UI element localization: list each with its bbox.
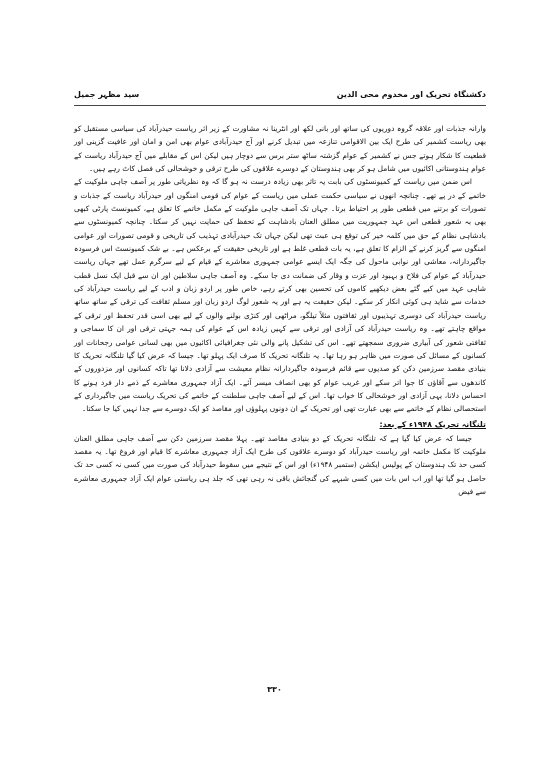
running-header [74,89,486,105]
paragraph-2: اس ضمن میں ریاست کے کمیونسٹوں کی بابت یہ تاثر بھی زیادہ درست نہ ہو گا کہ وہ نظریاتی طور پر آصف جاہی ملوکیت کے خاتمے کے در پے تھے۔ چنانچہ انھوں نے سیاسی حکمت عملی میں ریاست کے عوام کی قومی امنگوں اور حیدرآباد ریاست کے جذبات و تصورات کو برتنے میں قطعی طور پر احتیاط برتا۔ جہاں تک آصف جاہی ملوکیت کے مکمل خاتمے کا تعلق ہے، کمیونسٹ پارٹی کبھی بھی بہ شعور قطعی اس عہد جمہوریت میں مطلق العنان بادشاہت کے تحفظ کی حمایت نہیں کر سکتا۔ چنانچہ کمیونسٹوں سے بادشاہی نظام کے حق میں کلمہ خیر کی توقع ہی عبث تھی لیکن جہاں تک حیدرآبادی تہذیب کی تاریخی و قومی تصورات اور عوامی امنگوں سے گریز کرنے کے الزام کا تعلق ہے، یہ بات قطعی غلط ہے اور تاریخی حقیقت کے برعکس ہے۔ بے شک کمیونسٹ اس فرسودہ جاگیردارانہ، معاشی اور نوابی ماحول کی جگہ ایک ایسے عوامی جمہوری معاشرے کے قیام کے لیے سرگرم عمل تھے جہاں ریاست حیدرآباد کے عوام کی فلاح و بہبود اور عزت و وقار کی ضمانت دی جا سکے۔ وہ آصف جاہی سلاطین اور ان سے قبل ایک نسل قطب شاہی عہد میں کیے گئے بعض دیکھیے کاموں کی تحسین بھی کرتے رہے، خاص طور پر اردو زبان و ادب کے لیے ریاست حیدرآباد کی خدمات سے شاید ہی کوئی انکار کر سکے۔ لیکن حقیقت یہ ہے اور یہ شعور لوگ اردو زبان اور مسلم ثقافت کی ترقی کے ساتھ ساتھ ریاست حیدرآباد کی دوسری تہذیبوں اور ثقافتوں مثلاً تیلگو، مراٹھی اور کنڑی بولنے والوں کے لیے بھی اسی قدر تحفظ اور ترقی کے مواقع چاہتے تھے۔ وہ ریاست حیدرآباد کی آزادی اور ترقی سے کہیں زیادہ اس کے عوام کی ہمہ جہتی ترقی اور ان کا سماجی و ثقافتی شعور کی آبیاری ضروری سمجھتے تھے۔ اس کی تشکیل پانے والی نئی جغرافیائی اکائیوں میں بھی لسانی عوامی رجحانات اور کسانوں کے مسائل کی صورت میں ظاہر ہو رہا تھا۔ یہ تلنگانہ تحریک کا صرف ایک پہلو تھا۔ جیسا کہ عرض کیا گیا تلنگانہ تحریک کا بنیادی مقصد سرزمین دکن کو صدیوں سے قائم فرسودہ جاگیردارانہ نظام معیشت سے آزادی دلانا تھا تاکہ کسانوں اور مزدوروں کے کاندھوں سے آقاؤں کا جوا اتر سکے اور غریب عوام کو بھی انصاف میسر آئے۔ ایک آزاد جمہوری معاشرے کے ذمے دار فرد ہونے کا احساس دلانا، یہی آزادی اور خوشحالی کا خواب تھا۔ اس کے لیے آصف جاہی سلطنت کے خاتمے کی تحریک ریاست میں جاگیرداری کے استحصالی نظام کے خاتمے سے بھی عبارت تھی اور تحریک کے ان دونوں پہلوؤں اور مقاصد کو ایک دوسرے سے جدا نہیں کیا جا سکتا۔ [74,177,486,414]
body-text [74,122,486,498]
header-title: دکشنگاہ تحریک اور مخدوم محی الدین [336,90,486,99]
section-heading: تلنگانہ تحریک ۱۹۴۸ء کے بعد: [379,419,486,429]
page-number: ۳۳۰ [267,685,282,694]
paragraph-3: جیسا کہ عرض کیا گیا ہے کہ تلنگانہ تحریک کے دو بنیادی مقاصد تھے۔ پہلا مقصد سرزمین دکن سے آصف جاہی مطلق العنان ملوکیت کا مکمل خاتمہ اور ریاست حیدرآباد کو دوسرے علاقوں کی طرح ایک آزاد جمہوری معاشرے کا قیام اور فروغ تھا۔ یہ مقصد کسی حد تک ہندوستان کے پولیس ایکشن (ستمبر ۱۹۴۸ء) اور اس کے نتیجے میں سقوط حیدرآباد کی صورت میں کسی نہ کسی حد تک حاصل ہو گیا تھا اور اب اس بات میں کسی شبہے کی گنجائش باقی نہ رہی تھی کہ جلد ہی ریاستی عوام ایک آزاد جمہوری معاشرے سے فیض [74,433,487,496]
paragraph-1: وارانہ جذبات اور علاقہ گروہ دوریوں کی ساتھ اور بانی لکھ اور انٹرینا نہ مشاورت کے زیر اثر ریاست حیدرآباد کی سیاسی مستقبل کو بھی ریاست کشمیر کی طرح ایک بین الاقوامی تنازعہ میں تبدیل کرنے اور آج حیدرآبادی عوام بھی امن و امان اور عافیت گزینی اور قطعیت کا شکار ہوتے جس نے کشمیر کے عوام گزشتہ ساٹھ ستر برس سے دوچار ہیں لیکن اس کے مقابلے میں آج حیدرآباد ریاست کے عوام ہندوستانی اکائیوں میں شامل ہو کر بھی ہندوستان کے دوسرے علاقوں کی طرح ترقی و خوشحالی کی فصل کاٹ رہے ہیں۔ [74,124,486,174]
header-author: سید مظہر جمیل [74,90,140,99]
header-rule [74,105,486,106]
